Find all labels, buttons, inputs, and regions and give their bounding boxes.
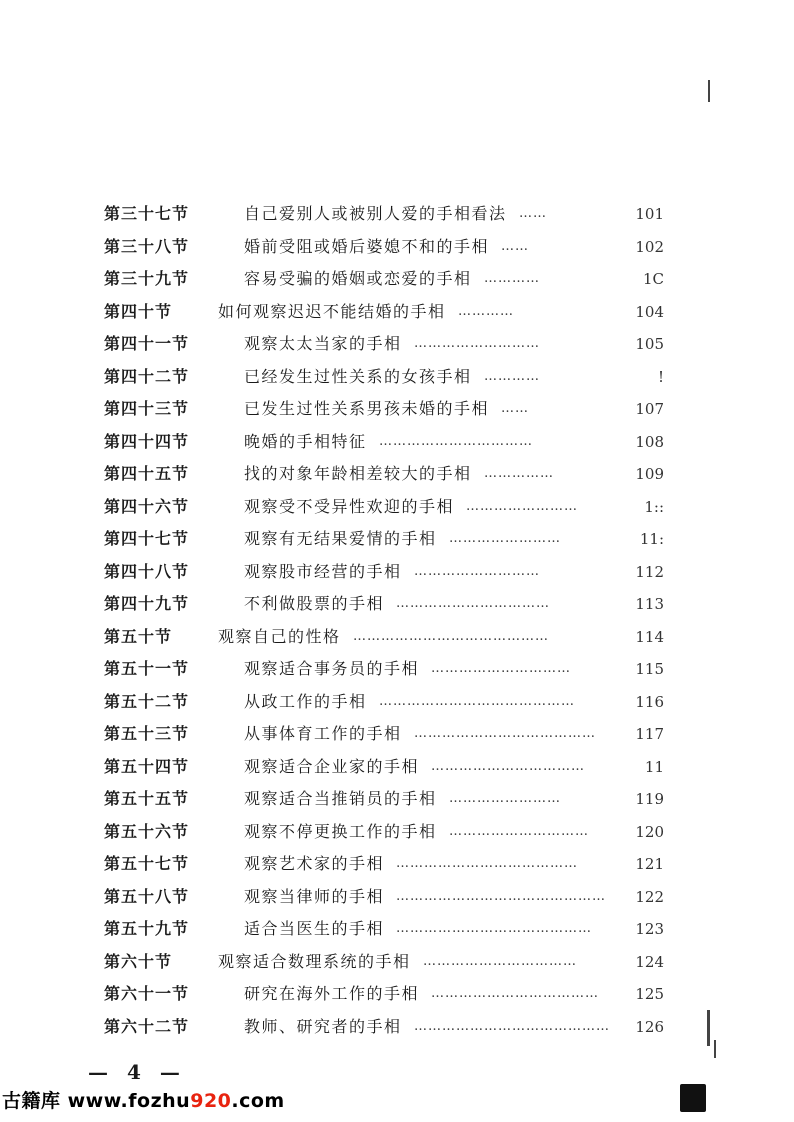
toc-section-title: 观察适合数理系统的手相	[218, 951, 411, 971]
toc-leader-dots: ……………………………	[423, 953, 577, 969]
toc-page-number: 105	[635, 335, 664, 353]
toc-section-title: 观察太太当家的手相	[244, 334, 402, 353]
toc-entry	[104, 491, 664, 524]
toc-section-title: 观察当律师的手相	[244, 886, 385, 906]
toc-leader-dots: ………………………………	[431, 986, 599, 1001]
toc-page-number: 125	[635, 985, 664, 1003]
toc-leader-dots: ……………………………………	[396, 921, 592, 936]
toc-entry	[104, 621, 664, 654]
toc-section-number: 第五十五节	[104, 789, 190, 808]
toc-page-number: 117	[635, 725, 664, 743]
toc-section-title: 研究在海外工作的手相	[244, 984, 420, 1003]
toc-leader-dots: ……………………	[449, 531, 561, 546]
toc-leader-dots: …………………………	[431, 661, 571, 676]
toc-entry	[104, 881, 664, 914]
toc-leader-dots: …………………………………	[414, 726, 596, 741]
toc-leader-dots: ……………………	[466, 498, 578, 514]
toc-section-number: 第三十八节	[104, 236, 190, 256]
toc-section-number: 第五十七节	[104, 854, 190, 873]
toc-page-number: 120	[635, 822, 664, 841]
toc-page-number: 108	[635, 432, 664, 451]
toc-section-title: 观察适合当推销员的手相	[244, 789, 437, 808]
toc-section-title: 观察适合企业家的手相	[244, 756, 420, 776]
toc-page-number: 121	[635, 855, 664, 873]
toc-section-number: 第四十五节	[104, 464, 190, 483]
toc-section-title: 已发生过性关系男孩未婚的手相	[244, 399, 490, 418]
toc-leader-dots: ……………………………………	[414, 1018, 610, 1034]
toc-section-number: 第五十九节	[104, 919, 190, 938]
toc-entry	[104, 556, 664, 589]
toc-leader-dots: ……………………………………	[379, 693, 575, 709]
toc-section-number: 第四十六节	[104, 496, 190, 516]
toc-leader-dots: ………………………	[414, 563, 540, 579]
toc-section-title: 观察自己的性格	[218, 626, 341, 646]
watermark-suffix: .com	[231, 1090, 285, 1112]
toc-page-number: 122	[635, 887, 664, 906]
toc-section-title: 观察股市经营的手相	[244, 561, 402, 581]
toc-page-number: 119	[635, 790, 664, 808]
scan-mark	[714, 1040, 716, 1058]
toc-entry	[104, 458, 664, 491]
toc-entry	[104, 523, 664, 556]
scan-mark	[708, 80, 710, 102]
toc-entry	[104, 816, 664, 849]
toc-section-title: 观察不停更换工作的手相	[244, 821, 437, 841]
toc-section-title: 如何观察迟迟不能结婚的手相	[218, 301, 446, 321]
toc-section-number: 第五十一节	[104, 659, 190, 678]
toc-section-number: 第四十二节	[104, 366, 190, 386]
toc-page-number: 102	[635, 237, 664, 256]
toc-leader-dots: ……………………………	[431, 758, 585, 774]
toc-page-number: 115	[635, 660, 664, 678]
toc-section-title: 从事体育工作的手相	[244, 724, 402, 743]
toc-leader-dots: ……………………………	[379, 433, 533, 449]
toc-leader-dots: ……	[501, 401, 529, 416]
toc-section-title: 晚婚的手相特征	[244, 431, 367, 451]
toc-section-title: 已经发生过性关系的女孩手相	[244, 366, 472, 386]
toc-page-number: !	[657, 367, 664, 386]
toc-page-number: 126	[635, 1017, 664, 1036]
toc-page-number: 1::	[644, 497, 664, 516]
toc-section-title: 自己爱别人或被别人爱的手相看法	[244, 204, 507, 223]
toc-entry	[104, 1011, 664, 1044]
toc-leader-dots: ……	[519, 206, 547, 221]
toc-leader-dots: …………………………	[449, 823, 589, 839]
toc-entry	[104, 913, 664, 946]
toc-section-title: 观察适合事务员的手相	[244, 659, 420, 678]
toc-section-number: 第五十节	[104, 626, 173, 646]
toc-page-number: 112	[635, 562, 664, 581]
toc-entry	[104, 653, 664, 686]
toc-section-number: 第三十七节	[104, 204, 190, 223]
toc-page-number: 123	[635, 920, 664, 938]
toc-section-number: 第五十三节	[104, 724, 190, 743]
toc-page-number: 104	[635, 302, 664, 321]
toc-section-number: 第六十二节	[104, 1016, 190, 1036]
toc-section-title: 找的对象年龄相差较大的手相	[244, 464, 472, 483]
toc-entry	[104, 848, 664, 881]
toc-entry	[104, 751, 664, 784]
toc-page-number: 11:	[639, 530, 664, 548]
toc-leader-dots: …………	[484, 368, 540, 384]
toc-section-title: 容易受骗的婚姻或恋爱的手相	[244, 269, 472, 288]
toc-section-title: 不利做股票的手相	[244, 594, 385, 613]
toc-section-title: 观察有无结果爱情的手相	[244, 529, 437, 548]
toc-leader-dots: ……………	[484, 466, 554, 481]
toc-entry	[104, 686, 664, 719]
toc-leader-dots: …………	[458, 303, 514, 319]
toc-entry	[104, 783, 664, 816]
toc-page-number: 116	[635, 692, 664, 711]
table-of-contents	[104, 198, 664, 1043]
page-number: — 4 —	[88, 1060, 186, 1084]
toc-leader-dots: ……	[501, 238, 529, 254]
toc-section-title: 教师、研究者的手相	[244, 1016, 402, 1036]
toc-entry	[104, 946, 664, 979]
toc-section-number: 第四十七节	[104, 529, 190, 548]
toc-section-number: 第五十二节	[104, 691, 190, 711]
toc-section-title: 适合当医生的手相	[244, 919, 385, 938]
toc-section-number: 第五十四节	[104, 756, 190, 776]
toc-leader-dots: ……………………………………	[353, 628, 549, 644]
toc-leader-dots: ………………………	[414, 336, 540, 351]
toc-page-number: 11	[644, 757, 664, 776]
toc-entry	[104, 426, 664, 459]
toc-entry	[104, 393, 664, 426]
toc-leader-dots: …………………………………	[396, 856, 578, 871]
toc-section-number: 第四十一节	[104, 334, 190, 353]
toc-section-number: 第四十八节	[104, 561, 190, 581]
toc-page-number: 109	[635, 465, 664, 483]
toc-page-number: 113	[635, 595, 664, 613]
toc-section-number: 第三十九节	[104, 269, 190, 288]
toc-entry	[104, 361, 664, 394]
scan-mark	[707, 1010, 710, 1046]
scan-blot	[680, 1084, 706, 1112]
toc-leader-dots: ………………………………………	[396, 888, 606, 904]
toc-page-number: 107	[635, 400, 664, 418]
toc-entry	[104, 588, 664, 621]
toc-entry	[104, 328, 664, 361]
toc-leader-dots: …………	[484, 271, 540, 286]
toc-section-title: 从政工作的手相	[244, 691, 367, 711]
toc-page-number: 1C	[642, 270, 664, 288]
toc-section-number: 第六十一节	[104, 984, 190, 1003]
toc-entry	[104, 263, 664, 296]
toc-entry	[104, 198, 664, 231]
toc-leader-dots: ……………………………	[396, 596, 550, 611]
toc-entry	[104, 978, 664, 1011]
toc-section-number: 第五十八节	[104, 886, 190, 906]
toc-entry	[104, 231, 664, 264]
toc-leader-dots: ……………………	[449, 791, 561, 806]
toc-section-number: 第四十四节	[104, 431, 190, 451]
toc-page-number: 114	[635, 627, 664, 646]
toc-page-number: 101	[635, 205, 664, 223]
toc-section-number: 第五十六节	[104, 821, 190, 841]
toc-section-number: 第四十九节	[104, 594, 190, 613]
toc-entry	[104, 296, 664, 329]
toc-entry	[104, 718, 664, 751]
toc-section-title: 观察艺术家的手相	[244, 854, 385, 873]
watermark-prefix: 古籍库 www.fozhu	[2, 1090, 191, 1112]
toc-section-number: 第六十节	[104, 951, 173, 971]
toc-section-number: 第四十节	[104, 301, 173, 321]
watermark	[2, 1086, 285, 1113]
toc-section-number: 第四十三节	[104, 399, 190, 418]
toc-section-title: 婚前受阻或婚后婆媳不和的手相	[244, 236, 490, 256]
watermark-accent: 920	[190, 1090, 232, 1112]
toc-page-number: 124	[635, 952, 664, 971]
toc-section-title: 观察受不受异性欢迎的手相	[244, 496, 455, 516]
